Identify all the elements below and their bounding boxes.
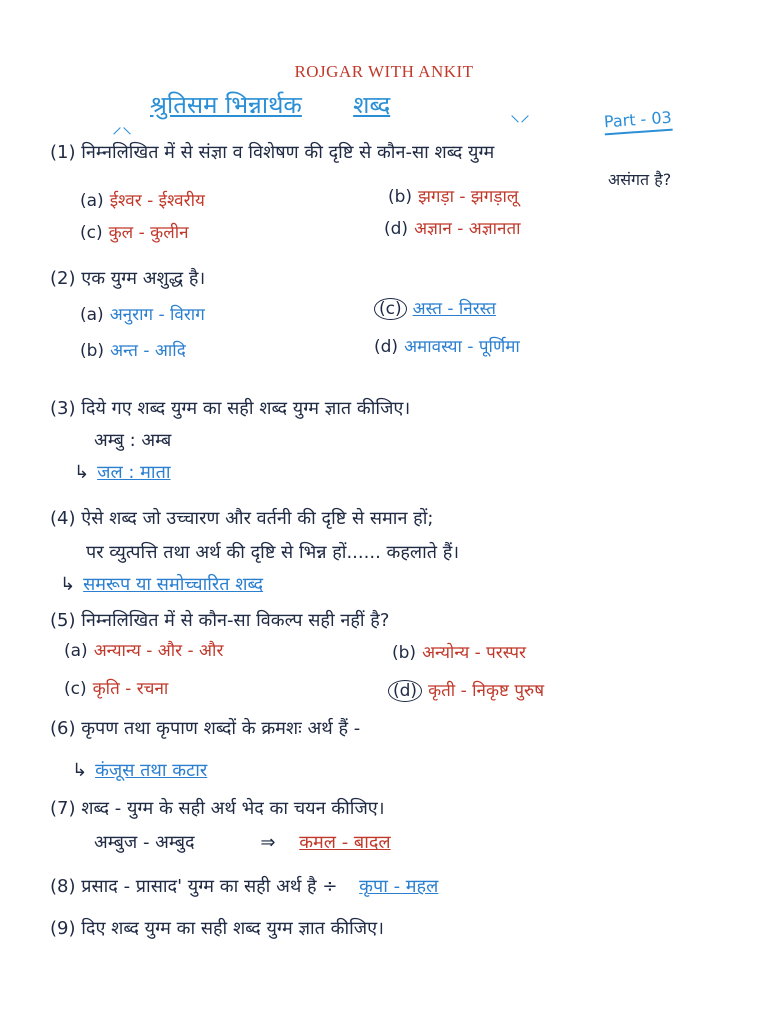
decoration-right-icon: ⸜⸝ [510,102,530,126]
title-part-1: श्रुतिसम भिन्नार्थक [150,91,302,119]
question-text: निम्नलिखित में से संज्ञा व विशेषण की दृष्टि से कौन-सा शब्द युग्म [81,142,495,163]
option-d: (d) कृती - निकृष्ट पुरुष [388,678,544,701]
question-1-continued: असंगत है? [608,170,672,189]
option-c: (c) कुल - कुलीन [80,223,189,243]
answer-4: ↳ समरूप या समोच्चारित शब्द [60,574,264,595]
question-5: (5) निम्नलिखित में से कौन-सा विकल्प सही नहीं है? [50,610,390,631]
word-pair: अम्बु : अम्ब [94,430,172,451]
part-label: Part - 03 [603,108,672,136]
option-a: (a) ईश्वर - ईश्वरीय [80,191,205,211]
question-number: (1) [50,142,76,163]
page-title [150,88,390,121]
question-6: (6) कृपण तथा कृपाण शब्दों के क्रमशः अर्थ हैं - [50,718,361,739]
option-d: (d) अज्ञान - अज्ञानता [384,219,521,239]
option-b: (b) अन्योन्य - परस्पर [392,643,526,663]
option-b: (b) झगड़ा - झगड़ालू [388,187,519,207]
page-header: ROJGAR WITH ANKIT [294,62,474,81]
option-a: (a) अन्यान्य - और - और [64,641,224,661]
option-a: (a) अनुराग - विराग [80,305,205,325]
question-3: (3) दिये गए शब्द युग्म का सही शब्द युग्म ज्ञात कीजिए। [50,398,411,419]
title-part-2: शब्द [353,91,391,119]
question-9: (9) दिए शब्द युग्म का सही शब्द युग्म ज्ञात कीजिए। [50,918,384,939]
question-8: (8) प्रसाद - प्रासाद' युग्म का सही अर्थ है ÷ कृपा - महल [50,876,439,897]
question-4-continued: पर व्युत्पत्ति तथा अर्थ की दृष्टि से भिन्न हों...... कहलाते हैं। [86,542,460,563]
question-4: (4) ऐसे शब्द जो उच्चारण और वर्तनी की दृष्टि से समान हों; [50,508,434,529]
question-7: (7) शब्द - युग्म के सही अर्थ भेद का चयन कीजिए। [50,798,385,819]
decoration-left-icon: ⸝⸜ [112,114,132,138]
word-pair: अम्बुज - अम्बुद ⇒ कमल - बादल [94,832,391,853]
option-b: (b) अन्त - आदि [80,341,186,361]
option-c: (c) अस्त - निरस्त [374,296,496,319]
option-c: (c) कृति - रचना [64,679,169,699]
question-2: (2) एक युग्म अशुद्ध है। [50,268,206,289]
answer-3: ↳ जल : माता [74,462,171,483]
option-d: (d) अमावस्या - पूर्णिमा [374,337,520,357]
answer-6: ↳ कंजूस तथा कटार [72,760,208,781]
question-1 [50,140,494,164]
